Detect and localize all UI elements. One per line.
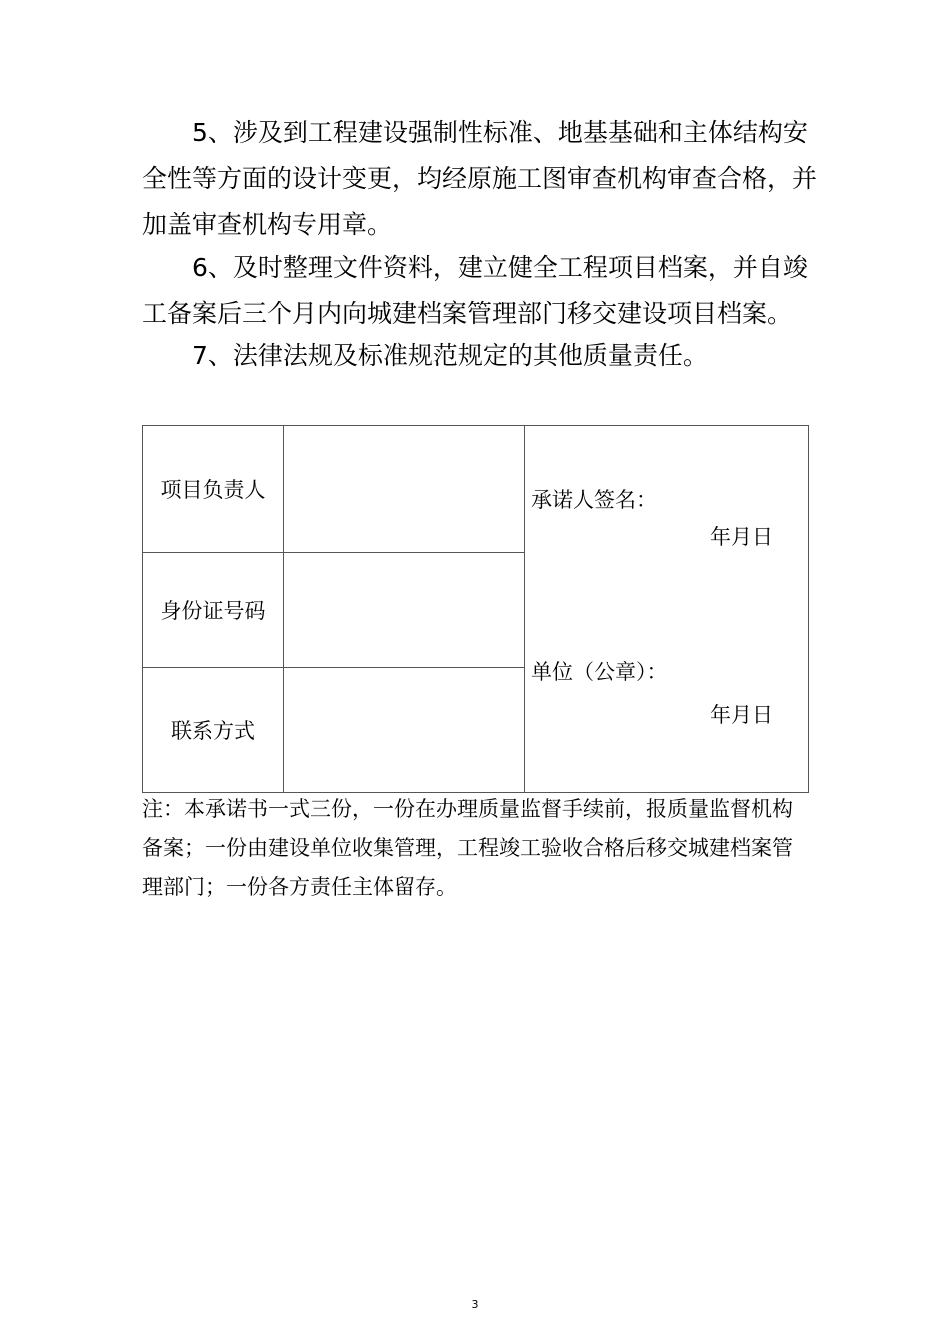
page-number: 3 [471, 1298, 479, 1311]
project-leader-value [284, 426, 525, 553]
signer-date: 年月日 [710, 525, 773, 549]
footnote: 注：本承诺书一式三份，一份在办理质量监督手续前，报质量监督机构备案；一份由建设单位收集管理，工程竣工验收合格后移交城建档案管理部门；一份各方责任主体留存。 [142, 797, 793, 899]
id-number-value [284, 553, 525, 668]
paragraph-item-5: 5、涉及到工程建设强制性标准、地基基础和主体结构安全性等方面的设计变更，均经原施工图审查机构审查合格，并加盖审查机构专用章。 [142, 118, 818, 239]
paragraph-item-6: 6、及时整理文件资料，建立健全工程项目档案，并自竣工备案后三个月内向城建档案管理部门移交建设项目档案。 [142, 253, 808, 328]
table-row [143, 426, 809, 553]
unit-seal-label: 单位（公章）： [531, 660, 668, 684]
project-leader-label: 项目负责人 [143, 426, 284, 553]
contact-value [284, 668, 525, 793]
unit-date: 年月日 [710, 703, 773, 727]
commitment-table [142, 425, 809, 793]
signature-cell [525, 426, 809, 793]
id-number-label: 身份证号码 [143, 553, 284, 668]
signer-signature-label: 承诺人签名： [531, 488, 657, 512]
paragraph-item-7: 7、法律法规及标准规范规定的其他质量责任。 [142, 341, 708, 370]
contact-label: 联系方式 [143, 668, 284, 793]
